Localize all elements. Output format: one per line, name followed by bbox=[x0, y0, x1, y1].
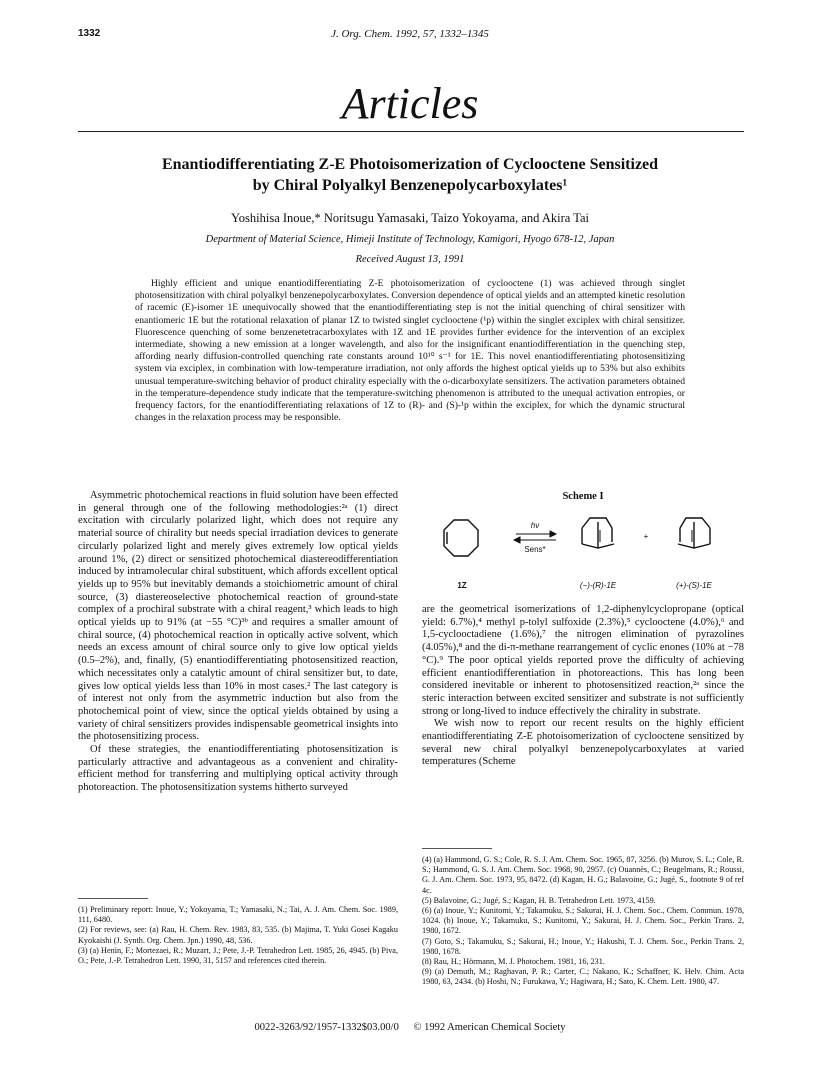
label-r-1e: (−)-(R)-1E bbox=[579, 581, 617, 590]
equilibrium-arrow bbox=[514, 531, 556, 543]
footnote: (4) (a) Hammond, G. S.; Cole, R. S. J. Am. Chem. Soc. 1965, 87, 3256. (b) Murov, S. L.; Cole, R. S.; Hammond, G. S. J. Am. Chem. Soc. 1968, 90, 2957. (c) Ouannès, C.; Beugelmans, R.; Roussi, G. J. Am. Chem. Soc. 1973, 95, 8472. (d) Kagan, H. G.; Balavoine, G.; Jugé, S., footnote 9 of ref 4c. bbox=[422, 855, 744, 895]
footnote: (9) (a) Demuth, M.; Raghavan, P. R.; Carter, C.; Nakano, K.; Schaffner, K. Helv. Chim. Acta 1980, 63, 2434. (b) Hoshi, N.; Furukawa, Y.; Hagiwara, H.; Sato, K. Chem. Lett. 1980, 47. bbox=[422, 967, 744, 987]
footnotes-right bbox=[422, 848, 744, 988]
footnote: (8) Rau, H.; Hörmann, M. J. Photochem. 1981, 16, 231. bbox=[422, 957, 605, 967]
page-number: 1332 bbox=[78, 28, 101, 39]
footnote: (3) (a) Henin, F.; Mortezaei, R.; Muzart, J.; Pete, J.-P. Tetrahedron Lett. 1985, 26, 4945. (b) Piva, O.; Pete, J.-P. Tetrahedron Lett. 1990, 31, 5157 and references cited therein. bbox=[78, 945, 398, 966]
article-code: 0022-3263/92/1957-1332$03.00/0 bbox=[254, 1022, 399, 1033]
arrow-label-sens: Sens* bbox=[524, 545, 546, 554]
section-heading: Articles bbox=[341, 79, 479, 128]
label-1z: 1Z bbox=[457, 581, 467, 590]
body-column-right bbox=[422, 604, 744, 769]
cyclooctene-z-structure bbox=[444, 520, 478, 556]
footnotes-left bbox=[78, 898, 398, 966]
title-line-1: Enantiodifferentiating Z-E Photoisomerization of Cyclooctene Sensitized bbox=[161, 156, 659, 173]
arrow-label-hv: hν bbox=[530, 521, 540, 530]
body-paragraph: Of these strategies, the enantiodifferentiating photosensitization is particularly attractive and advantageous as a convenient and chirality-efficient method for transferring and multiplying optical activity through photoreaction. The photosensitization systems hitherto surveyed bbox=[78, 744, 398, 794]
abstract bbox=[135, 278, 685, 424]
body-paragraph: are the geometrical isomerizations of 1,2-diphenylcyclopropane (optical yield: 6.7%),⁴ methyl p-tolyl sulfoxide (2.3%),⁵ cyclooctene (4.0%),⁶ and 1,5-cyclooctadiene (1.6%),⁷ the nitrogen elimination of pyrazolines (4.05%),⁸ and the di-π-methane rearrangement of cyclic enones (10% at −78 °C).⁹ The poor optical yields reported prove the difficulty of achieving efficient enantiodifferentiation in photoreactions. This has long been considered inevitable or inherent to photosensitized reaction,²ᵃ since the steric interaction between excited sensitizer and substrate is not sufficiently strong or long-lived to induce effectively the chirality in substrate. bbox=[422, 604, 744, 717]
footnote: (1) Preliminary report: Inoue, Y.; Yokoyama, T.; Yamasaki, N.; Tai, A. J. Am. Chem. Soc. 1989, 111, 6480. bbox=[78, 905, 398, 925]
scheme-diagram bbox=[422, 508, 744, 596]
author-list: Yoshihisa Inoue,* Noritsugu Yamasaki, Taizo Yokoyama, and Akira Tai bbox=[231, 211, 589, 225]
affiliation: Department of Material Science, Himeji Institute of Technology, Kamigori, Hyogo 678-12, Japan bbox=[205, 234, 615, 245]
footnote: (2) For reviews, see: (a) Rau, H. Chem. Rev. 1983, 83, 535. (b) Majima, T. Yuki Gosei Kagaku Kyokaishi (J. Synth. Org. Chem. Jpn.) 1990, 48, 536. bbox=[78, 925, 398, 945]
label-s-1e: (+)-(S)-1E bbox=[676, 581, 712, 590]
body-paragraph: Asymmetric photochemical reactions in fluid solution have been effected in general through one of the following methodologies:²ᵃ (1) direct excitation with circularly polarized light, which does not require any material source of chirality but needs special irradiation devices to generate circularly polarized light and merely gives extremely low optical yields around 1%, (2) direct or sensitized photochemical diastereodifferentiation induced by intramolecular chiral substituent, which affords excellent optical yields up to 95% but inevitably demands a stoichiometric amount of chiral source, (3) diastereoselective photochemical reaction of ground-state complex of a prochiral substrate with a chiral reagent,³ which leads to high optical yields up to 91% (at −55 °C)³ᵇ and requires a smaller amount of chiral source, (4) photochemical reaction in optically active solvent, which needs an excess amount of chiral source only to give low optical yields (0.5–2%), and, finally, (5) enantiodifferentiating photosensitized reaction, which necessitates only a catalytic amount of chiral sensitizer but, to date, gives low optical yields less than 10% in most cases.² The last category is of interest not only from the asymmetric induction but also from the photochemical point of view, since the optical yields obtained by using a variety of chiral sensitizers provides indispensable geometrical insights into the photosensitizing process. bbox=[78, 490, 398, 743]
body-paragraph: We wish now to report our recent results on the highly efficient enantiodifferentiating Z-E photoisomerization of cyclooctene sensitized by several new chiral polyalkyl benzenepolycarboxylates at varied temperatures (Scheme bbox=[422, 718, 744, 768]
footnote: (6) (a) Inoue, Y.; Kunitomi, Y.; Takamuku, S.; Sakurai, H. J. Chem. Soc., Chem. Commun. 1978, 1024. (b) Inoue, Y.; Takamuku, S.; Kunitomi, Y.; Sakurai, H. J. Chem. Soc., Perkin Trans. 2, 1980, 1672. bbox=[422, 906, 744, 936]
journal-citation: J. Org. Chem. 1992, 57, 1332–1345 bbox=[331, 28, 489, 40]
footnote: (7) Goto, S.; Takamuku, S.; Sakurai, H.; Inoue, Y.; Hakushi, T. J. Chem. Soc., Perkin Trans. 2, 1980, 1678. bbox=[422, 936, 744, 956]
page-footer bbox=[0, 1022, 820, 1033]
article-title bbox=[120, 154, 700, 196]
cyclooctene-e-s-structure bbox=[678, 518, 710, 548]
scheme-title: Scheme I bbox=[562, 491, 604, 502]
section-rule bbox=[78, 131, 744, 132]
footnote-rule bbox=[422, 848, 492, 849]
plus-sign: + bbox=[643, 532, 649, 541]
title-line-2: by Chiral Polyalkyl Benzenepolycarboxylates¹ bbox=[252, 177, 568, 194]
footnote-rule bbox=[78, 898, 148, 899]
body-column-left bbox=[78, 490, 398, 795]
received-date: Received August 13, 1991 bbox=[355, 254, 465, 265]
copyright: © 1992 American Chemical Society bbox=[413, 1022, 566, 1033]
cyclooctene-e-r-structure bbox=[582, 518, 614, 548]
footnote: (5) Balavoine, G.; Jugé, S.; Kagan, H. B. Tetrahedron Lett. 1973, 4159. bbox=[422, 895, 656, 905]
abstract-text: Highly efficient and unique enantiodifferentiating Z-E photoisomerization of cyclooctene (1) was achieved through singlet photosensitization with chiral polyalkyl benzenepolycarboxylates. Conversion dependence of optical yields and an attempted kinetic resolution of racemic (E)-isomer 1E unequivocally showed that the enantiodifferentiating step is not the initial quenching of chiral sensitizer with enantiomeric 1E but the rotational relaxation of planar 1Z to twisted singlet cyclooctene (¹p) within the singlet exciplex with chiral sensitizer. Fluorescence quenching of some benzenetetracarboxylates with 1Z and 1E provides further evidence for the intervention of an exciplex intermediate, showing a new emission at a longer wavelength, and also for the insignificant enantiodifferentiation in the quenching step, affording nearly diffusion-controlled quenching rate constants around 10¹⁰ s⁻¹ for 1E. This novel enantiodifferentiating photosensitizing system via exciplex, in combination with low-temperature irradiation, not only affords the highest optical yields up to 53% but also exhibits unusual temperature-switching behavior of product chirality especially with the o-dicarboxylate sensitizers. The activation parameters obtained in the temperature-dependence study indicate that the temperature-switching phenomenon is attributed to the unequal activation entropies, or frequency factors, for the enantiodifferentiating relaxations of 1Z to (R)- and (S)-¹p within the exciplex, for which the dynamic structural changes in the relaxation process may be responsible. bbox=[135, 278, 685, 424]
